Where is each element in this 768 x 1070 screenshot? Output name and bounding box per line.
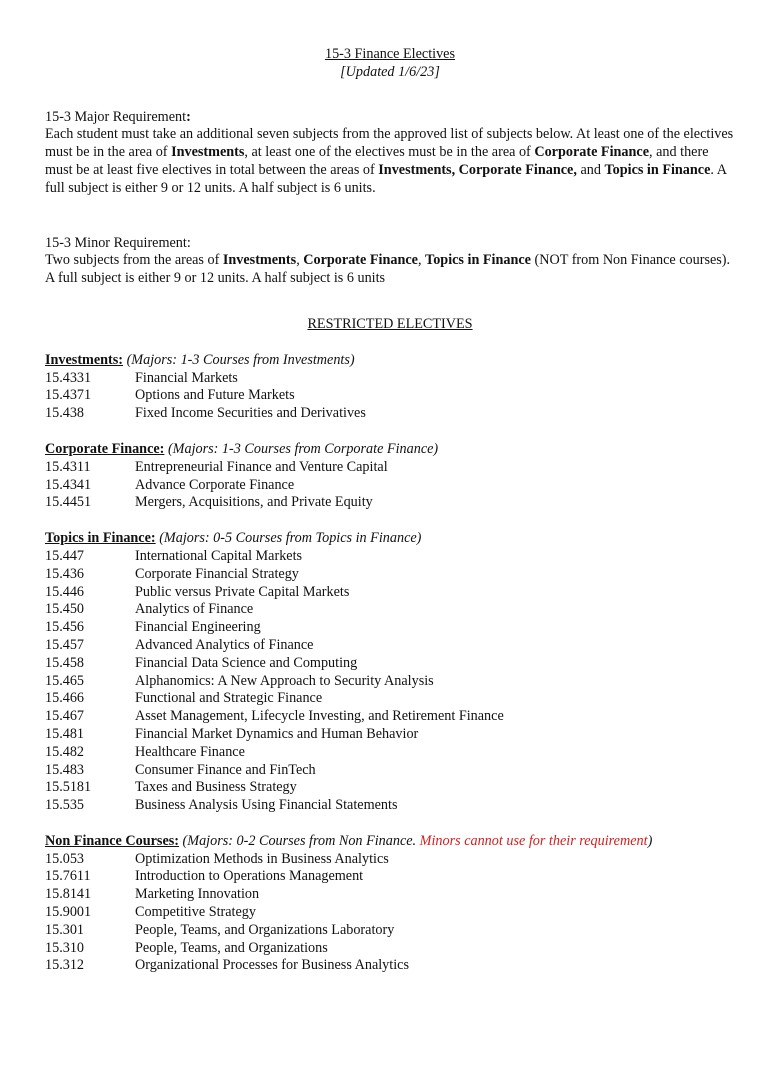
section-title: Corporate Finance:	[45, 440, 165, 457]
minor-requirement	[45, 235, 735, 288]
minor-bold-corporate: Corporate Finance	[303, 252, 418, 269]
course-name: People, Teams, and Organizations Laboratory	[135, 921, 395, 938]
course-name: Marketing Innovation	[135, 886, 260, 903]
course-code: 15.466	[45, 690, 85, 707]
course-name: Competitive Strategy	[135, 904, 256, 921]
restricted-electives-title: RESTRICTED ELECTIVES	[307, 315, 473, 332]
course-code: 15.312	[45, 957, 85, 974]
course-name: Analytics of Finance	[135, 601, 254, 618]
section-title: Topics in Finance:	[45, 530, 156, 547]
minor-text-2: ,	[296, 252, 304, 269]
minor-bold-investments: Investments	[222, 252, 297, 269]
section-title: Non Finance Courses:	[45, 832, 179, 849]
minor-text-3: ,	[417, 252, 426, 269]
course-code: 15.5181	[45, 779, 92, 796]
course-code: 15.4331	[45, 369, 92, 386]
course-row	[45, 619, 735, 637]
section-heading	[45, 352, 735, 370]
course-row	[45, 370, 735, 388]
course-code: 15.436	[45, 565, 85, 582]
course-row	[45, 744, 735, 762]
course-row	[45, 940, 735, 958]
course-name: Healthcare Finance	[135, 743, 245, 760]
section-corporate-finance	[45, 441, 735, 512]
course-name: Mergers, Acquisitions, and Private Equity	[135, 494, 373, 511]
major-text-1: Each student must take an additional seven subjects from the approved list of subjects below. At least one of the electives must be in the area of	[45, 126, 734, 161]
section-note: (Majors: 0-5 Courses from Topics in Finance)	[155, 530, 422, 547]
course-code: 15.446	[45, 583, 85, 600]
course-row	[45, 922, 735, 940]
course-row	[45, 494, 735, 512]
course-name: Public versus Private Capital Markets	[135, 583, 350, 600]
course-code: 15.8141	[45, 886, 92, 903]
section-note: (Majors: 1-3 Courses from Corporate Finance)	[164, 440, 439, 457]
major-bold-corporate: Corporate Finance	[534, 144, 650, 161]
course-name: Fixed Income Securities and Derivatives	[135, 405, 366, 422]
course-name: Introduction to Operations Management	[135, 868, 364, 885]
major-requirement	[45, 109, 735, 198]
minor-text-4: (NOT from Non Finance courses). A full subject is either 9 or 12 units. A half subject is 6 units	[45, 252, 731, 287]
course-row	[45, 904, 735, 922]
course-row	[45, 566, 735, 584]
course-row	[45, 779, 735, 797]
course-name: Alphanomics: A New Approach to Security Analysis	[135, 672, 434, 689]
course-code: 15.4311	[45, 458, 91, 475]
course-code: 15.438	[45, 405, 85, 422]
course-name: Organizational Processes for Business Analytics	[135, 957, 409, 974]
course-name: Consumer Finance and FinTech	[135, 761, 316, 778]
course-code: 15.465	[45, 672, 85, 689]
course-row	[45, 584, 735, 602]
major-text-5: . A full subject is either 9 or 12 units. A half subject is 6 units.	[45, 161, 727, 196]
course-row	[45, 690, 735, 708]
course-name: Advance Corporate Finance	[135, 476, 295, 493]
course-row	[45, 601, 735, 619]
course-name: Corporate Financial Strategy	[135, 565, 299, 582]
course-code: 15.450	[45, 601, 85, 618]
section-heading	[45, 833, 735, 851]
course-code: 15.535	[45, 797, 85, 814]
section-title: Investments:	[45, 351, 124, 368]
course-name: Options and Future Markets	[135, 387, 295, 404]
course-code: 15.7611	[45, 868, 91, 885]
course-row	[45, 548, 735, 566]
course-list	[45, 459, 735, 512]
minor-bold-topics: Topics in Finance	[425, 252, 531, 269]
course-name: Financial Data Science and Computing	[135, 654, 358, 671]
updated-date: [Updated 1/6/23]	[340, 63, 440, 80]
course-name: International Capital Markets	[135, 547, 303, 564]
course-row	[45, 477, 735, 495]
course-code: 15.4451	[45, 494, 92, 511]
course-code: 15.310	[45, 939, 85, 956]
course-name: Financial Market Dynamics and Human Behavior	[135, 725, 419, 742]
major-text-4: and	[576, 161, 605, 178]
section-investments	[45, 352, 735, 423]
course-row	[45, 459, 735, 477]
course-code: 15.456	[45, 619, 85, 636]
course-list	[45, 851, 735, 976]
course-row	[45, 387, 735, 405]
course-row	[45, 726, 735, 744]
document-title: 15-3 Finance Electives	[324, 46, 455, 62]
course-name: Entrepreneurial Finance and Venture Capital	[135, 458, 388, 475]
course-code: 15.4371	[45, 387, 92, 404]
course-code: 15.4341	[45, 476, 92, 493]
minor-warning-note: Minors cannot use for their requirement	[419, 832, 648, 849]
major-text-3: , and there must be at least five electives in total between the areas of	[45, 144, 709, 178]
course-code: 15.301	[45, 921, 85, 938]
course-name: Business Analysis Using Financial Statements	[135, 797, 398, 814]
course-name: Financial Markets	[135, 369, 238, 386]
major-label: 15-3 Major Requirement	[45, 108, 187, 125]
course-row	[45, 637, 735, 655]
section-heading	[45, 530, 735, 548]
section-topics-in-finance	[45, 530, 735, 815]
course-list	[45, 370, 735, 423]
course-row	[45, 886, 735, 904]
course-code: 15.458	[45, 654, 85, 671]
course-code: 15.9001	[45, 904, 92, 921]
section-heading	[45, 441, 735, 459]
course-code: 15.483	[45, 761, 85, 778]
course-name: Financial Engineering	[135, 619, 261, 636]
course-code: 15.053	[45, 850, 85, 867]
course-name: Taxes and Business Strategy	[135, 779, 297, 796]
course-code: 15.457	[45, 636, 85, 653]
course-row	[45, 655, 735, 673]
major-text-2: , at least one of the electives must be in the area of	[244, 144, 535, 161]
course-row	[45, 762, 735, 780]
course-row	[45, 957, 735, 975]
section-note: (Majors: 0-2 Courses from Non Finance.	[179, 832, 420, 849]
minor-label: 15-3 Minor Requirement:	[45, 234, 191, 251]
course-name: Asset Management, Lifecycle Investing, and Retirement Finance	[135, 708, 504, 725]
course-row	[45, 797, 735, 815]
minor-text-1: Two subjects from the areas of	[45, 252, 223, 269]
course-code: 15.447	[45, 547, 85, 564]
major-bold-areas: Investments, Corporate Finance,	[378, 161, 577, 178]
major-bold-topics: Topics in Finance	[604, 161, 711, 178]
course-name: Functional and Strategic Finance	[135, 690, 323, 707]
course-code: 15.481	[45, 725, 85, 742]
document-page	[0, 46, 735, 975]
course-name: Optimization Methods in Business Analytics	[135, 850, 389, 867]
course-list	[45, 548, 735, 815]
course-row	[45, 851, 735, 869]
major-bold-investments: Investments	[171, 144, 245, 161]
course-name: People, Teams, and Organizations	[135, 939, 328, 956]
course-row	[45, 868, 735, 886]
section-non-finance	[45, 833, 735, 975]
course-code: 15.482	[45, 743, 85, 760]
course-code: 15.467	[45, 708, 85, 725]
section-note: (Majors: 1-3 Courses from Investments)	[123, 351, 355, 368]
course-name: Advanced Analytics of Finance	[135, 636, 314, 653]
course-row	[45, 708, 735, 726]
section-note-end: )	[647, 832, 653, 849]
course-row	[45, 405, 735, 423]
major-colon: :	[186, 108, 191, 125]
course-row	[45, 673, 735, 691]
